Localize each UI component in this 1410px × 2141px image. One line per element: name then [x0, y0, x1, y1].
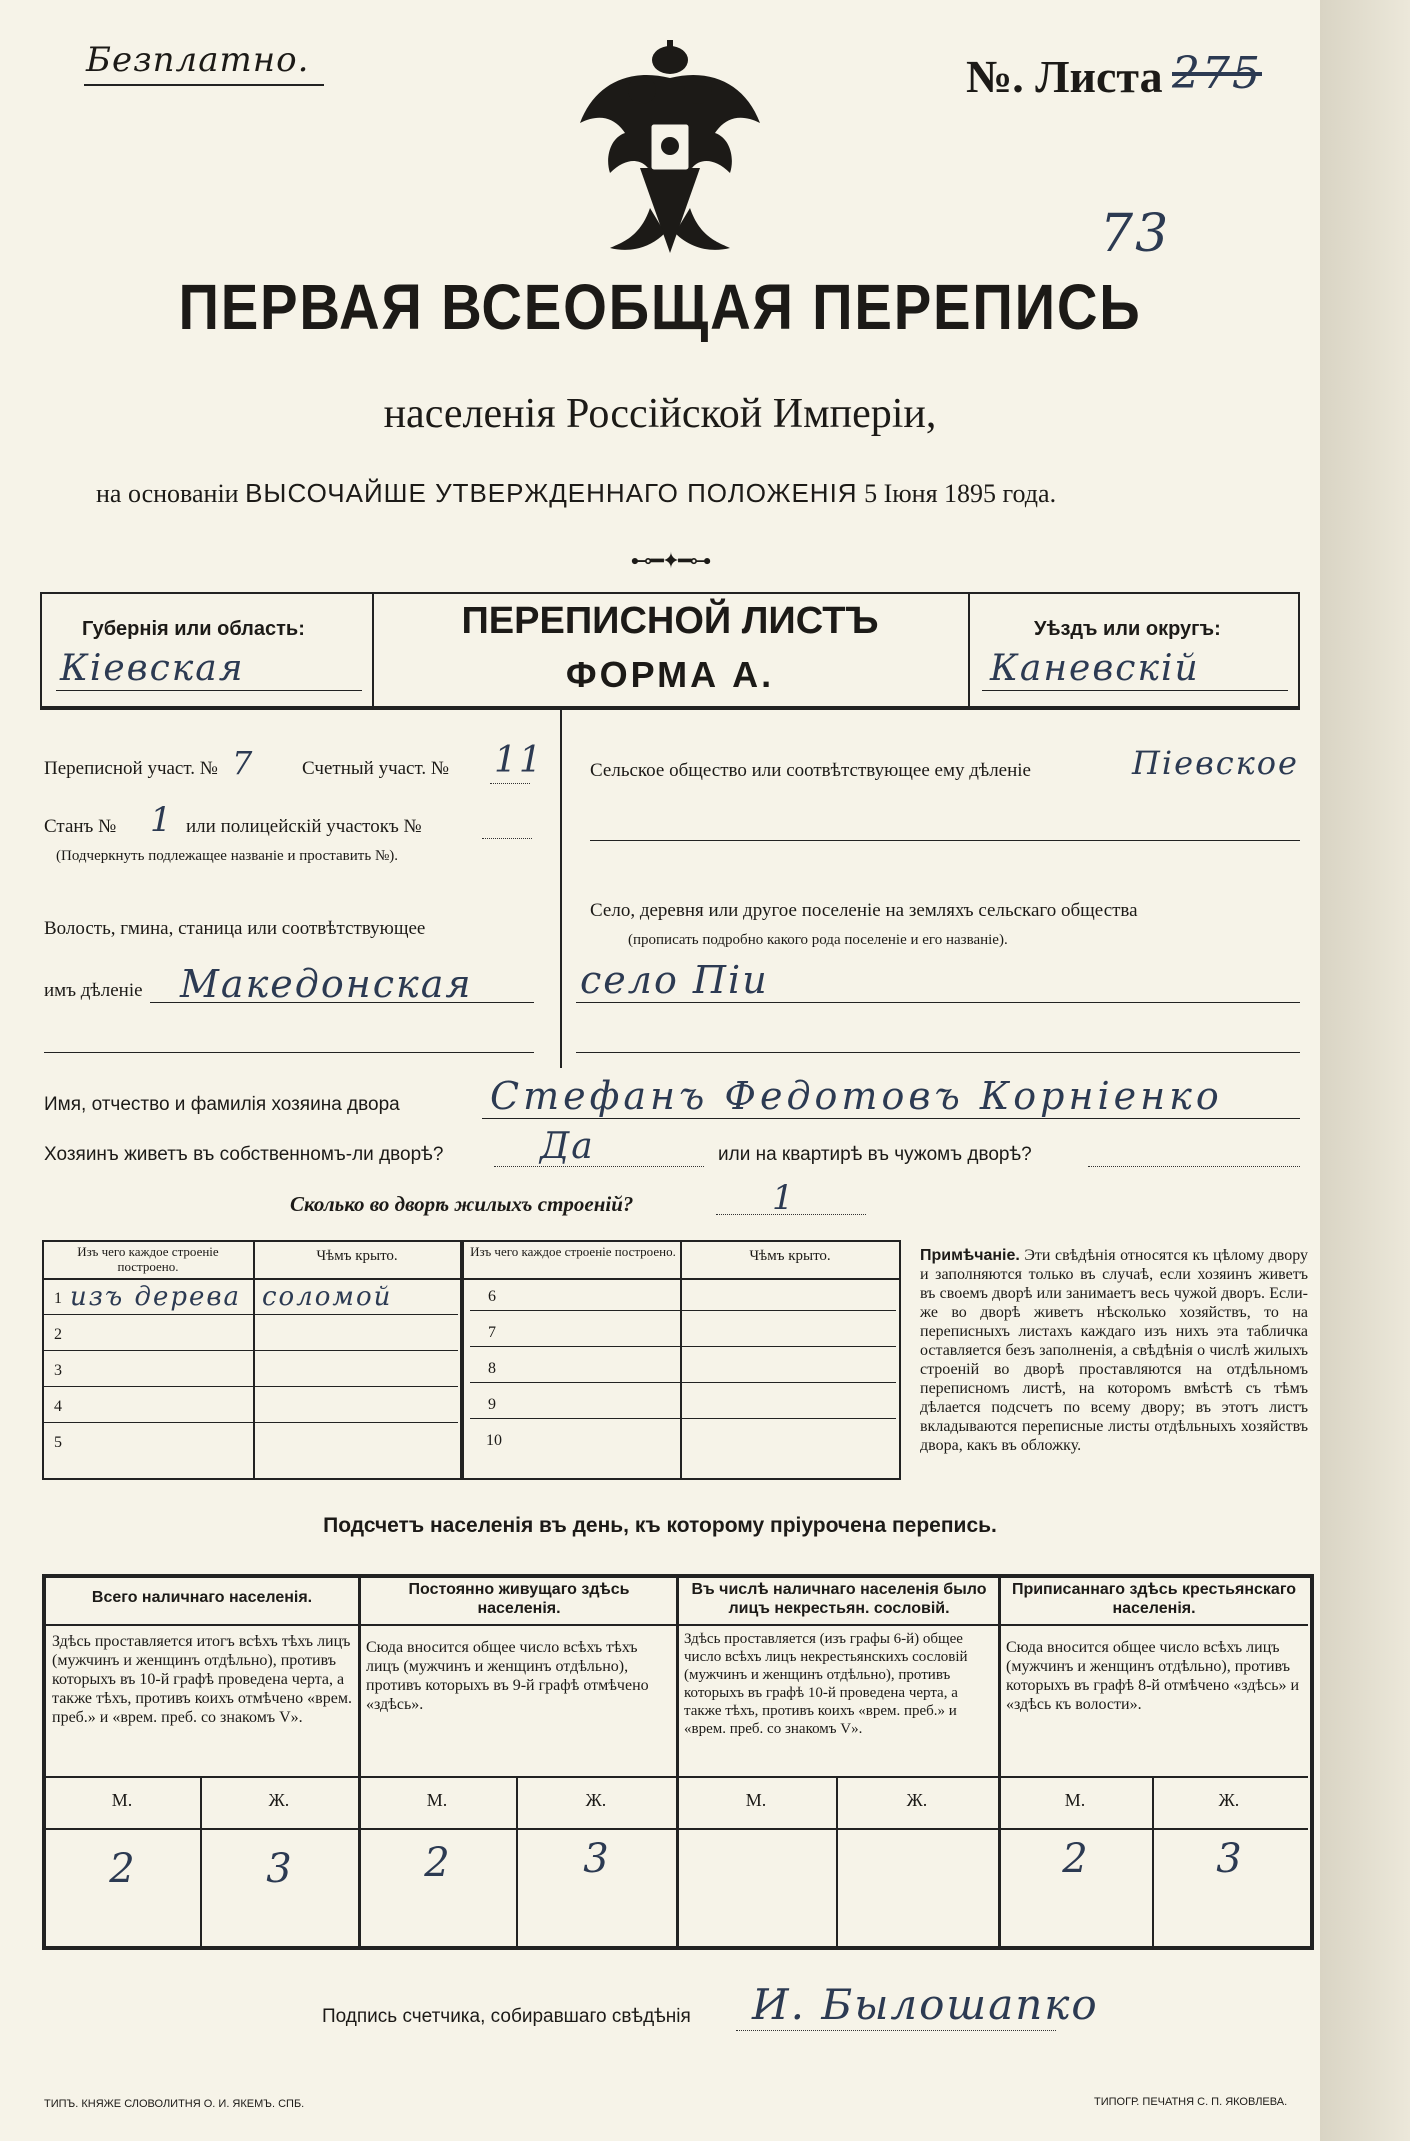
uezd-label: Уѣздъ или округъ:: [1034, 618, 1221, 640]
footer-left: ТИПЪ. КНЯЖЕ СЛОВОЛИТНЯ О. И. ЯКЕМЪ. СПБ.: [44, 2098, 305, 2110]
pop-col-divider-1: [358, 1576, 361, 1946]
row-no: 3: [54, 1362, 62, 1379]
owner-name-underline: [482, 1118, 1300, 1119]
footer-right: ТИПОГР. ПЕЧАТНЯ С. П. ЯКОВЛЕВА.: [1094, 2096, 1288, 2108]
formbox-right-border: [1298, 592, 1300, 708]
note-text: Эти свѣдѣнія относятся къ цѣлому двору и заполняются только въ случаѣ, если хозяинъ живетъ въ своемъ дворѣ или занимаетъ весь чужой дворъ. Если-же во дворѣ живетъ нѣсколько хозяйствъ, то на переписныхъ листахъ каждаго изъ нихъ эта табличка оставляется безъ заполненія, а свѣдѣнія о числѣ жилыхъ строеній во дворѣ проставляются на отдѣльномъ переписномъ листѣ, на которомъ вмѣстѣ съ тѣмъ дѣлается подсчетъ по всему двору; въ этотъ листъ вкладываются переписные листы отдѣльныхъ хозяйствъ двора, какъ въ обложку.: [920, 1247, 1308, 1454]
basis-caps: ВЫСОЧАЙШЕ УТВЕРЖДЕННАГО ПОЛОЖЕНІЯ: [245, 478, 858, 508]
row-no: 1: [54, 1290, 62, 1307]
formbox-bottom: [40, 706, 1300, 710]
uezd-value: Каневскій: [990, 648, 1200, 689]
pop-desc-nonpeasant: Здѣсь проставляется (изъ графы 6-й) общее число всѣхъ лицъ некрестьянскихъ сословій (мужчинъ и женщинъ отдѣльно), противъ которыхъ въ графѣ 10-й проведена черта, а также тѣхъ, противъ коихъ «врем. преб.» и «врем. преб. со знакомъ V».: [684, 1631, 968, 1737]
owner-name-value: Стефанъ Федотовъ Корніенко: [490, 1074, 1223, 1118]
society-value: Піевское: [1132, 744, 1299, 782]
volost-underline: [150, 1002, 534, 1003]
buildings-table: [42, 1240, 901, 1480]
pop-col-divider-2: [676, 1576, 679, 1946]
free-underline: [84, 84, 324, 86]
sheet-no-value: 275: [1172, 48, 1262, 99]
pop-desc-permanent: Сюда вносится общее число всѣхъ тѣхъ лицъ (мужчинъ и женщинъ отдѣльно), противъ которыхъ въ 9-й графѣ отмѣчено «здѣсь».: [366, 1639, 649, 1713]
page-subtitle: населенія Россійской Имперіи,: [383, 391, 937, 437]
pop-desc-peasant: Сюда вносится общее число всѣхъ лицъ (мужчинъ и женщинъ отдѣльно), противъ которыхъ въ графѣ 8-й отмѣчено «здѣсь» и «здѣсь къ волости».: [1006, 1639, 1300, 1713]
row-no: 5: [54, 1434, 62, 1451]
row-line: [44, 1350, 458, 1351]
society-label: Сельское общество или соотвѣтствующее ему дѣленіе: [590, 760, 1031, 781]
police-label: или полицейскій участокъ №: [186, 816, 422, 837]
signature-label: Подпись счетчика, собиравшаго свѣдѣнія: [322, 2006, 691, 2027]
location-divider: [560, 708, 562, 1068]
gubernia-label: Губернія или область:: [82, 618, 305, 640]
rent-label: или на квартирѣ въ чужомъ дворѣ?: [718, 1144, 1032, 1165]
society-line-2: [590, 840, 1300, 841]
row-line: [470, 1382, 896, 1383]
permanent-male-count: 2: [424, 1840, 450, 1886]
own-yard-underline: [494, 1166, 704, 1167]
buildings-header-line: [42, 1278, 899, 1280]
row-no: 9: [488, 1396, 496, 1413]
pop-desc-total: Здѣсь проставляется итогъ всѣхъ тѣхъ лицъ (мужчинъ и женщинъ отдѣльно), противъ которыхъ въ 10-й графѣ проведена черта, а также тѣхъ, противъ коихъ отмѣчено «врем. преб.» и «врем. преб. со знакомъ V».: [52, 1633, 352, 1726]
row-line: [470, 1418, 896, 1419]
sheet-no-label: №. Листа: [966, 51, 1163, 102]
col-material-right: Изъ чего каждое строеніе построено.: [470, 1244, 676, 1259]
zh-label: Ж.: [268, 1790, 290, 1810]
volost-label-1: Волость, гмина, станица или соотвѣтствующее: [44, 918, 426, 939]
row-no: 7: [488, 1324, 496, 1341]
page-edge: [1320, 0, 1410, 2141]
pop-col-divider-3: [998, 1576, 1001, 1946]
owner-name-label: Имя, отчество и фамилія хозяина двора: [44, 1094, 400, 1115]
col-material-left: Изъ чего каждое строеніе построено.: [77, 1244, 219, 1274]
village-extra-line: [576, 1052, 1300, 1053]
row-line: [44, 1386, 458, 1387]
formbox-top: [40, 592, 1300, 594]
pop-head-peasant: Приписаннаго здѣсь крестьянскаго населенія.: [1011, 1581, 1297, 1617]
signature-value: И. Былошапко: [752, 1980, 1099, 2029]
zh-label: Ж.: [906, 1790, 928, 1810]
note-title: Примѣчаніе.: [920, 1247, 1020, 1264]
schet-value: 11: [494, 740, 544, 781]
peasant-male-count: 2: [1062, 1836, 1088, 1882]
zh-label: Ж.: [1218, 1790, 1240, 1810]
own-yard-label: Хозяинъ живетъ въ собственномъ-ли дворѣ?: [44, 1144, 444, 1165]
pop-desc-line: [44, 1776, 1308, 1778]
col-roof-right: Чѣмъ крыто.: [749, 1248, 831, 1264]
row-line: [470, 1310, 896, 1311]
imperial-eagle-emblem: [570, 38, 770, 263]
m-label: М.: [1064, 1790, 1086, 1810]
row-line: [44, 1314, 458, 1315]
row-no: 6: [488, 1288, 496, 1305]
zh-label: Ж.: [585, 1790, 607, 1810]
basis-date: 5 Іюня 1895 года.: [864, 479, 1057, 508]
population-title: Подсчетъ населенія въ день, къ которому пріурочена перепись.: [323, 1514, 997, 1537]
form-title: ПЕРЕПИСНОЙ ЛИСТЪ: [461, 600, 879, 642]
row-no: 4: [54, 1398, 62, 1415]
volost-value: Македонская: [180, 962, 473, 1006]
buildings-col-divider-right: [680, 1240, 682, 1478]
m-label: М.: [426, 1790, 448, 1810]
formbox-divider-2: [968, 592, 970, 708]
stan-note: (Подчеркнуть подлежащее названіе и проставить №).: [56, 848, 398, 864]
row-no: 10: [486, 1432, 502, 1449]
row-line: [470, 1346, 896, 1347]
ornament-divider: ⊷━✦━⊶: [630, 548, 710, 573]
uezd-underline: [982, 690, 1288, 691]
village-underline: [576, 1002, 1300, 1003]
buildings-underline: [716, 1214, 866, 1215]
schet-underline: [490, 783, 530, 784]
page-title: ПЕРВАЯ ВСЕОБЩАЯ ПЕРЕПИСЬ: [178, 271, 1142, 343]
row-material: изъ дерева: [70, 1282, 242, 1312]
buildings-label: Сколько во дворѣ жилыхъ строеній?: [290, 1192, 634, 1216]
row-no: 8: [488, 1360, 496, 1377]
permanent-female-count: 3: [583, 1836, 609, 1882]
total-female-count: 3: [266, 1846, 292, 1892]
gubernia-value: Кіевская: [60, 648, 245, 689]
gubernia-underline: [56, 690, 362, 691]
stan-label: Станъ №: [44, 816, 117, 837]
col-roof-left: Чѣмъ крыто.: [316, 1248, 398, 1264]
uchast-value: 7: [232, 744, 255, 782]
m-label: М.: [111, 1790, 133, 1810]
village-note: (прописать подробно какого рода поселеніе и его названіе).: [628, 932, 1008, 948]
page-number: 73: [1100, 204, 1171, 264]
uchast-label: Переписной участ. №: [44, 758, 218, 779]
pop-head-nonpeasant: Въ числѣ наличнаго населенія было лицъ некрестьян. сословій.: [691, 1581, 987, 1617]
volost-label-2: имъ дѣленіе: [44, 980, 143, 1001]
rent-underline: [1088, 1166, 1300, 1167]
free-label: Безплатно.: [86, 40, 310, 80]
row-no: 2: [54, 1326, 62, 1343]
own-yard-value: Да: [540, 1126, 595, 1167]
note-block: [920, 1246, 1308, 1455]
basis-prefix: на основаніи: [96, 479, 239, 508]
pop-head-line: [44, 1624, 1308, 1626]
buildings-table-split: [460, 1240, 464, 1478]
pop-head-total: Всего наличнаго населенія.: [91, 1589, 313, 1606]
volost-extra-line: [44, 1052, 534, 1053]
basis-line: [96, 478, 1246, 509]
row-roof: соломой: [262, 1282, 393, 1312]
total-male-count: 2: [109, 1846, 135, 1892]
stan-value: 1: [150, 800, 174, 840]
peasant-female-count: 3: [1216, 1836, 1242, 1882]
buildings-col-divider-left: [253, 1240, 255, 1478]
pop-mf-line: [44, 1828, 1308, 1830]
village-value: село Піи: [580, 958, 769, 1002]
pop-head-permanent: Постоянно живущаго здѣсь населенія.: [408, 1581, 630, 1617]
m-label: М.: [745, 1790, 767, 1810]
village-label: Село, деревня или другое поселеніе на земляхъ сельскаго общества: [590, 900, 1138, 921]
signature-underline: [736, 2030, 1056, 2031]
buildings-value: 1: [772, 1178, 796, 1218]
formbox-left-border: [40, 592, 42, 708]
form-letter: ФОРМА А.: [565, 654, 775, 695]
schet-label: Счетный участ. №: [302, 758, 449, 779]
police-underline: [482, 838, 532, 839]
row-line: [44, 1422, 458, 1423]
